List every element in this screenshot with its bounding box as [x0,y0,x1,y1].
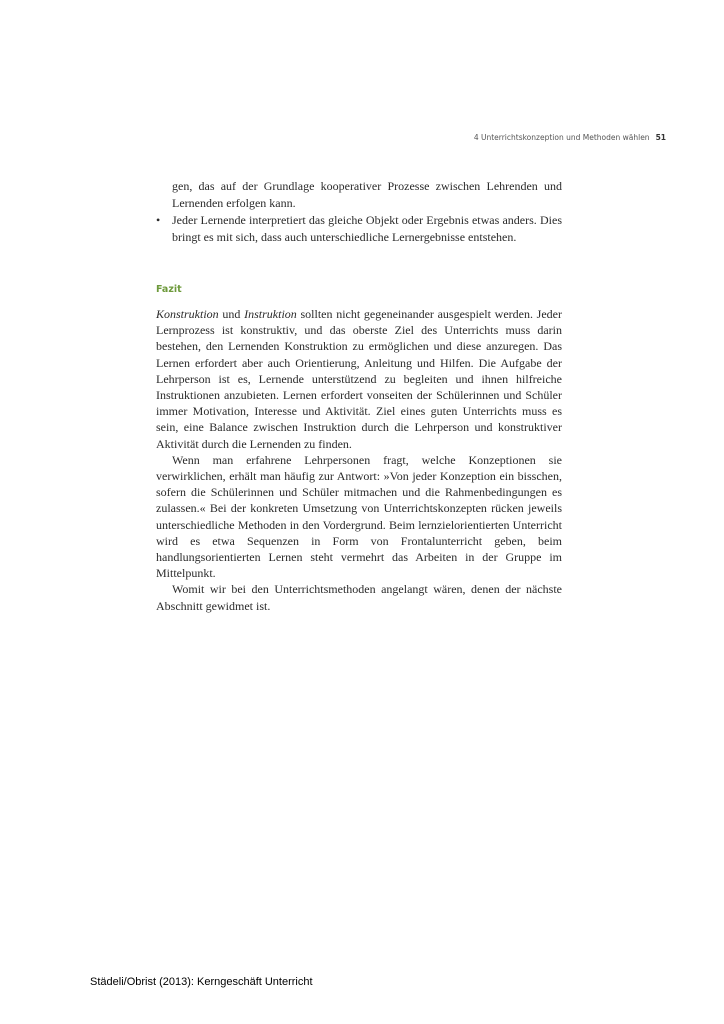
fazit-paragraph-2: Wenn man erfahrene Lehrpersonen fragt, welche Konzeptionen sie verwirklichen, erhält man häufig zur Antwort: »Von jeder Konzeption ein bisschen, sofern die Schülerinnen und Schüler mitmachen und die Rahmenbedingungen es zulassen.« Bei der konkreten Umsetzung von Unterrichtskonzepten rücken jeweils unterschiedliche Methoden in den Vordergrund. Beim lernzielorientierten Unterricht wird es etwa Sequenzen in Form von Frontalunterricht geben, beim handlungsorientierten Lernen steht vermehrt das Arbeiten in der Gruppe im Mittelpunkt. [156,452,562,581]
fazit-paragraph-3: Womit wir bei den Unterrichtsmethoden angelangt wären, denen der nächste Abschnitt gewidmet ist. [156,582,562,613]
term-konstruktion: Konstruktion [156,307,219,321]
running-header [400,133,666,142]
bullet-item [156,212,562,246]
fazit-body [156,306,562,614]
bullet-continuation: gen, das auf der Grundlage kooperativer Prozesse zwischen Lehrenden und Lernenden erfolgen kann. [172,179,562,210]
bullet-item-text: Jeder Lernende interpretiert das gleiche Objekt oder Ergebnis etwas anders. Dies bringt es mit sich, dass auch unterschiedliche Lernergebnisse entstehen. [172,213,562,244]
term-instruktion: Instruktion [244,307,297,321]
bullet-list [156,178,562,246]
bullet-dot-icon: • [156,213,161,227]
page-number: 51 [655,133,666,142]
fazit-paragraph-1: Konstruktion und Instruktion sollten nicht gegeneinander ausgespielt werden. Jeder Lernprozess ist konstruktiv, und das oberste Ziel des Unterrichts muss darin bestehen, den Lernenden Konstruktion zu ermöglichen und diese anzuregen. Das Lernen erfordert aber auch Orientierung, Anleitung und Hilfen. Die Aufgabe der Lehrperson ist es, Lernende unterstützend zu begleiten und ihnen hilfreiche Instruktionen anzubieten. Lernen erfordert vonseiten der Schülerinnen und Schüler immer Motivation, Interesse und Aktivität. Ziel eines guten Unterrichts muss es sein, eine Balance zwischen Instruktion durch die Lehrperson und konstruktiver Aktivität durch die Lernenden zu finden. [156,307,562,451]
source-citation: Städeli/Obrist (2013): Kerngeschäft Unterricht [90,976,313,988]
running-header-title: 4 Unterrichtskonzeption und Methoden wählen [473,133,650,142]
fazit-heading: Fazit [156,284,182,295]
